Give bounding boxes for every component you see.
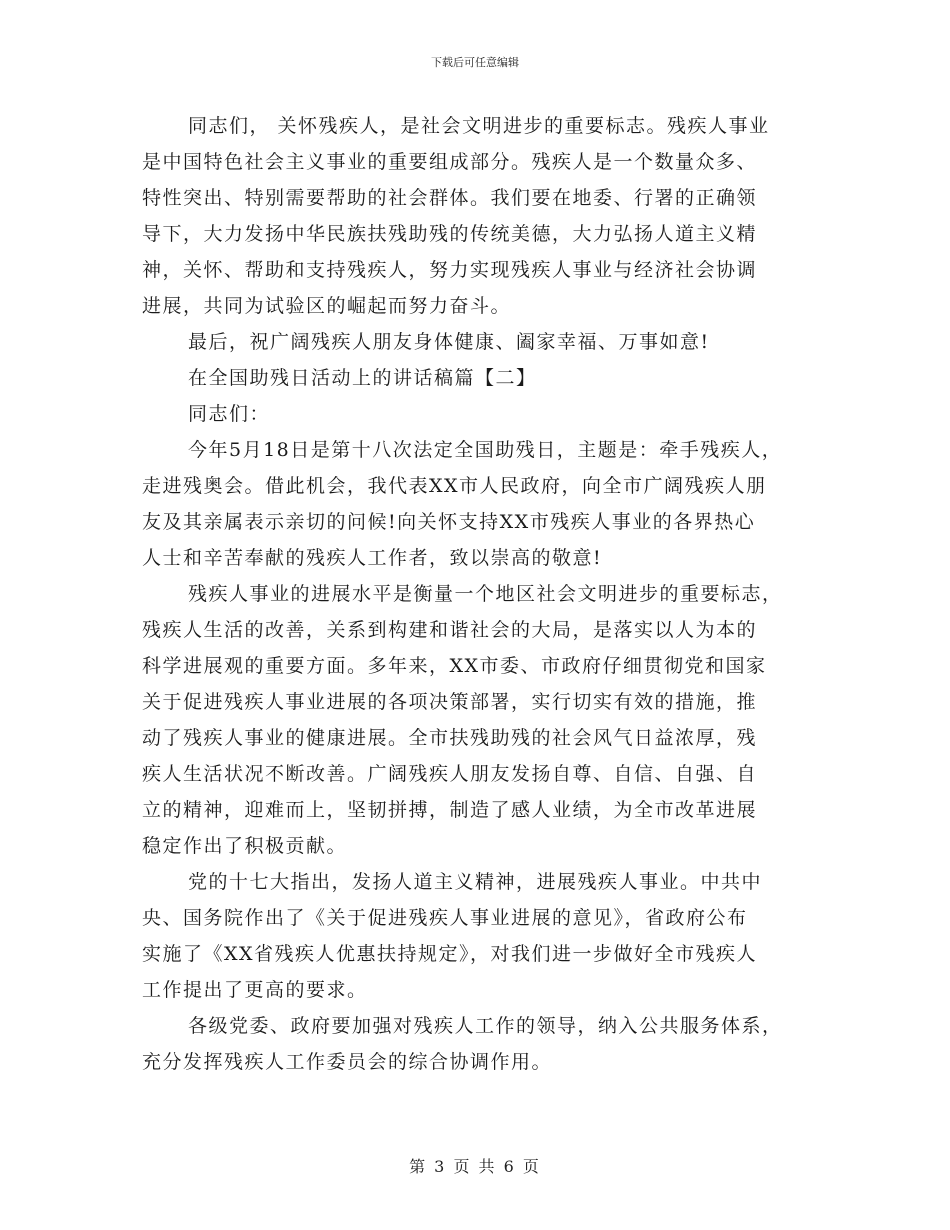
text-line: 残疾人事业的进展水平是衡量一个地区社会文明进步的重要标志， [188, 583, 783, 605]
text-line: 央、国务院作出了《关于促进残疾人事业进展的意见》，省政府公布 [142, 907, 748, 929]
text-line: 党的十七大指出，发扬人道主义精神，进展残疾人事业。中共中 [188, 871, 763, 893]
text-line: 最后，祝广阔残疾人朋友身体健康、阖家幸福、万事如意! [188, 331, 710, 353]
text-line: 疾人生活状况不断改善。广阔残疾人朋友发扬自尊、自信、自强、自 [142, 763, 758, 785]
text-line: 同志们： [188, 403, 271, 425]
text-line: 科学进展观的重要方面。多年来，XX市委、市政府仔细贯彻党和国家 [142, 655, 767, 677]
page-header-note: 下载后可任意编辑 [431, 56, 519, 69]
text-line: 友及其亲属表示亲切的问候!向关怀支持XX市残疾人事业的各界热心 [142, 511, 756, 533]
text-line: 充分发挥残疾人工作委员会的综合协调作用。 [142, 1051, 553, 1073]
text-line: 今年5月18日是第十八次法定全国助残日，主题是：牵手残疾人， [188, 439, 783, 461]
text-line: 工作提出了更高的要求。 [142, 979, 368, 1001]
text-line: 残疾人生活的改善，关系到构建和谐社会的大局，是落实以人为本的 [142, 619, 758, 641]
page-number: 第 3 页 共 6 页 [409, 1157, 541, 1176]
text-line: 各级党委、政府要加强对残疾人工作的领导，纳入公共服务体系， [188, 1015, 783, 1037]
text-line: 走进残奥会。借此机会，我代表XX市人民政府，向全市广阔残疾人朋 [142, 475, 767, 497]
text-line: 立的精神，迎难而上，坚韧拼搏，制造了感人业绩，为全市改革进展 [142, 799, 758, 821]
text-line: 稳定作出了积极贡献。 [142, 835, 348, 857]
text-line: 导下，大力发扬中华民族扶残助残的传统美德，大力弘扬人道主义精 [142, 223, 758, 245]
text-line: 特性突出、特别需要帮助的社会群体。我们要在地委、行署的正确领 [142, 187, 758, 209]
text-line: 神，关怀、帮助和支持残疾人，努力实现残疾人事业与经济社会协调 [142, 259, 758, 281]
text-line: 进展，共同为试验区的崛起而努力奋斗。 [142, 295, 512, 317]
text-line: 实施了《XX省残疾人优惠扶持规定》，对我们进一步做好全市残疾人 [142, 943, 758, 965]
section-heading: 在全国助残日活动上的讲话稿篇【二】 [188, 367, 537, 389]
document-body [142, 108, 812, 1080]
text-line: 是中国特色社会主义事业的重要组成部分。残疾人是一个数量众多、 [142, 151, 758, 173]
text-line: 同志们， 关怀残疾人，是社会文明进步的重要标志。残疾人事业 [188, 115, 770, 137]
text-line: 关于促进残疾人事业进展的各项决策部署，实行切实有效的措施，推 [142, 691, 758, 713]
text-line: 人士和辛苦奉献的残疾人工作者，致以崇高的敬意! [142, 547, 603, 569]
text-line: 动了残疾人事业的健康进展。全市扶残助残的社会风气日益浓厚，残 [142, 727, 758, 749]
